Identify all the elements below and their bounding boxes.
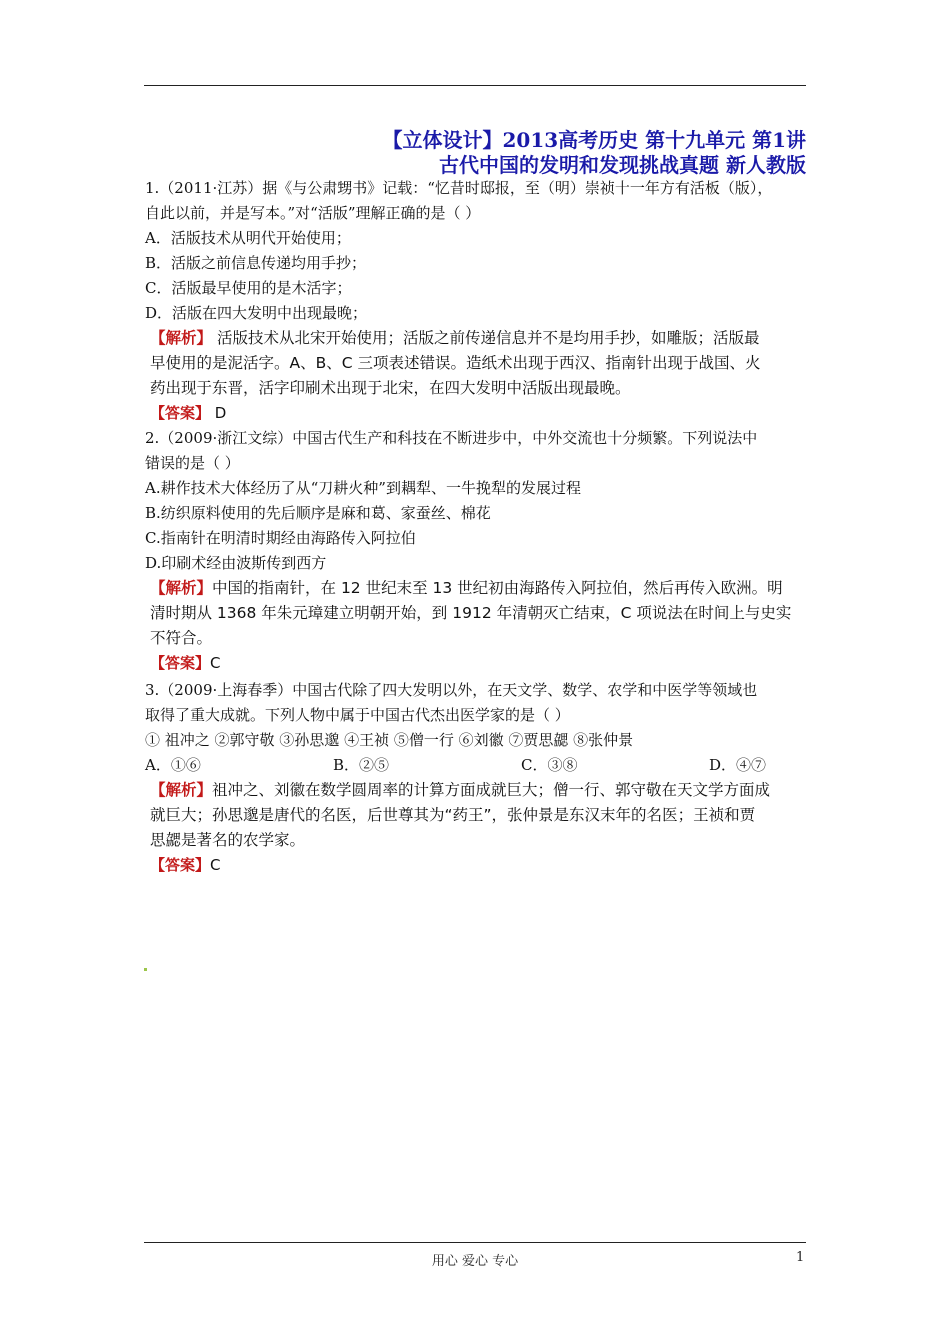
option-d: D.印刷术经由波斯传到西方 [145,554,327,572]
person-list: ① 祖冲之 ②郭守敬 ③孙思邈 ④王祯 ⑤僧一行 ⑥刘徽 ⑦贾思勰 ⑧张仲景 [145,731,634,749]
answer-label: 【答案】 [150,856,211,874]
option-c: C．活版最早使用的是木活字； [145,279,352,297]
analysis-text: 活版技术从北宋开始使用；活版之前传递信息并不是均用手抄，如雕版；活版最 [216,329,760,347]
analysis-line [145,326,810,351]
options-row [145,753,810,778]
analysis-text: 中国的指南针，在 12 世纪末至 13 世纪初由海路传入阿拉伯，然后再传入欧洲。明 [212,579,783,597]
answer-value: D [214,404,227,422]
answer-label: 【答案】 [150,654,211,672]
analysis-label: 【解析】 [150,329,213,347]
question-3 [145,678,810,878]
document-title-line1: 【立体设计】2013高考历史 第十九单元 第1讲 [382,128,806,152]
answer-line [145,651,810,676]
option-c: C.指南针在明清时期经由海路传入阿拉伯 [145,529,416,547]
analysis-line: 不符合。 [150,629,213,647]
analysis-line: 思勰是著名的农学家。 [150,831,306,849]
analysis-text: 祖冲之、刘徽在数学圆周率的计算方面成就巨大；僧一行、郭守敬在天文学方面成 [212,781,771,799]
option-b: B．活版之前信息传递均用手抄； [145,254,367,272]
header-rule [144,85,806,86]
question-stem: 自此以前，并是写本。”对“活版”理解正确的是（ ） [145,204,481,222]
question-stem: 错误的是（ ） [145,454,240,472]
question-stem: 取得了重大成就。下列人物中属于中国古代杰出医学家的是（ ） [145,706,570,724]
analysis-line: 清时期从 1368 年朱元璋建立明朝开始，到 1912 年清朝灭亡结束，C 项说法在时间上与史实 [150,604,792,622]
question-stem: 1.（2011·江苏）据《与公肃甥书》记载：“忆昔时邸报，至（明）崇祯十一年方有活板（版）， [145,179,773,197]
analysis-label: 【解析】 [150,579,213,597]
analysis-line [145,576,810,601]
footer-rule [144,1242,806,1243]
analysis-line: 就巨大；孙思邈是唐代的名医，后世尊其为“药王”，张仲景是东汉末年的名医；王祯和贾 [150,806,756,824]
answer-label: 【答案】 [150,404,211,422]
footer-motto: 用心 爱心 专心 [431,1254,519,1269]
document-body [145,176,810,878]
option-b: B．②⑤ [333,756,390,774]
answer-value: C [210,856,221,874]
document-title-line2: 古代中国的发明和发现挑战真题 新人教版 [439,153,806,177]
analysis-line: 早使用的是泥活字。A、B、C 三项表述错误。造纸术出现于西汉、指南针出现于战国、火 [150,354,761,372]
question-1 [145,176,810,426]
analysis-line [145,778,810,803]
option-b: B.纺织原料使用的先后顺序是麻和葛、家蚕丝、棉花 [145,504,491,522]
option-a: A．①⑥ [145,756,201,774]
answer-value: C [210,654,221,672]
question-stem: 2.（2009·浙江文综）中国古代生产和科技在不断进步中，中外交流也十分频繁。下列说法中 [145,429,758,447]
answer-line [145,401,810,426]
analysis-line: 药出现于东晋，活字印刷术出现于北宋，在四大发明中活版出现最晚。 [150,379,631,397]
stray-mark [144,968,147,971]
option-d: D．④⑦ [709,756,767,774]
option-a: A．活版技术从明代开始使用； [145,229,351,247]
answer-line [145,853,810,878]
option-c: C．③⑧ [521,756,578,774]
option-d: D．活版在四大发明中出现最晚； [145,304,368,322]
option-a: A.耕作技术大体经历了从“刀耕火种”到耦犁、一牛挽犁的发展过程 [145,479,581,497]
page-number: 1 [796,1250,805,1265]
question-stem: 3.（2009·上海春季）中国古代除了四大发明以外，在天文学、数学、农学和中医学等领域也 [145,681,758,699]
question-2 [145,426,810,676]
analysis-label: 【解析】 [150,781,213,799]
